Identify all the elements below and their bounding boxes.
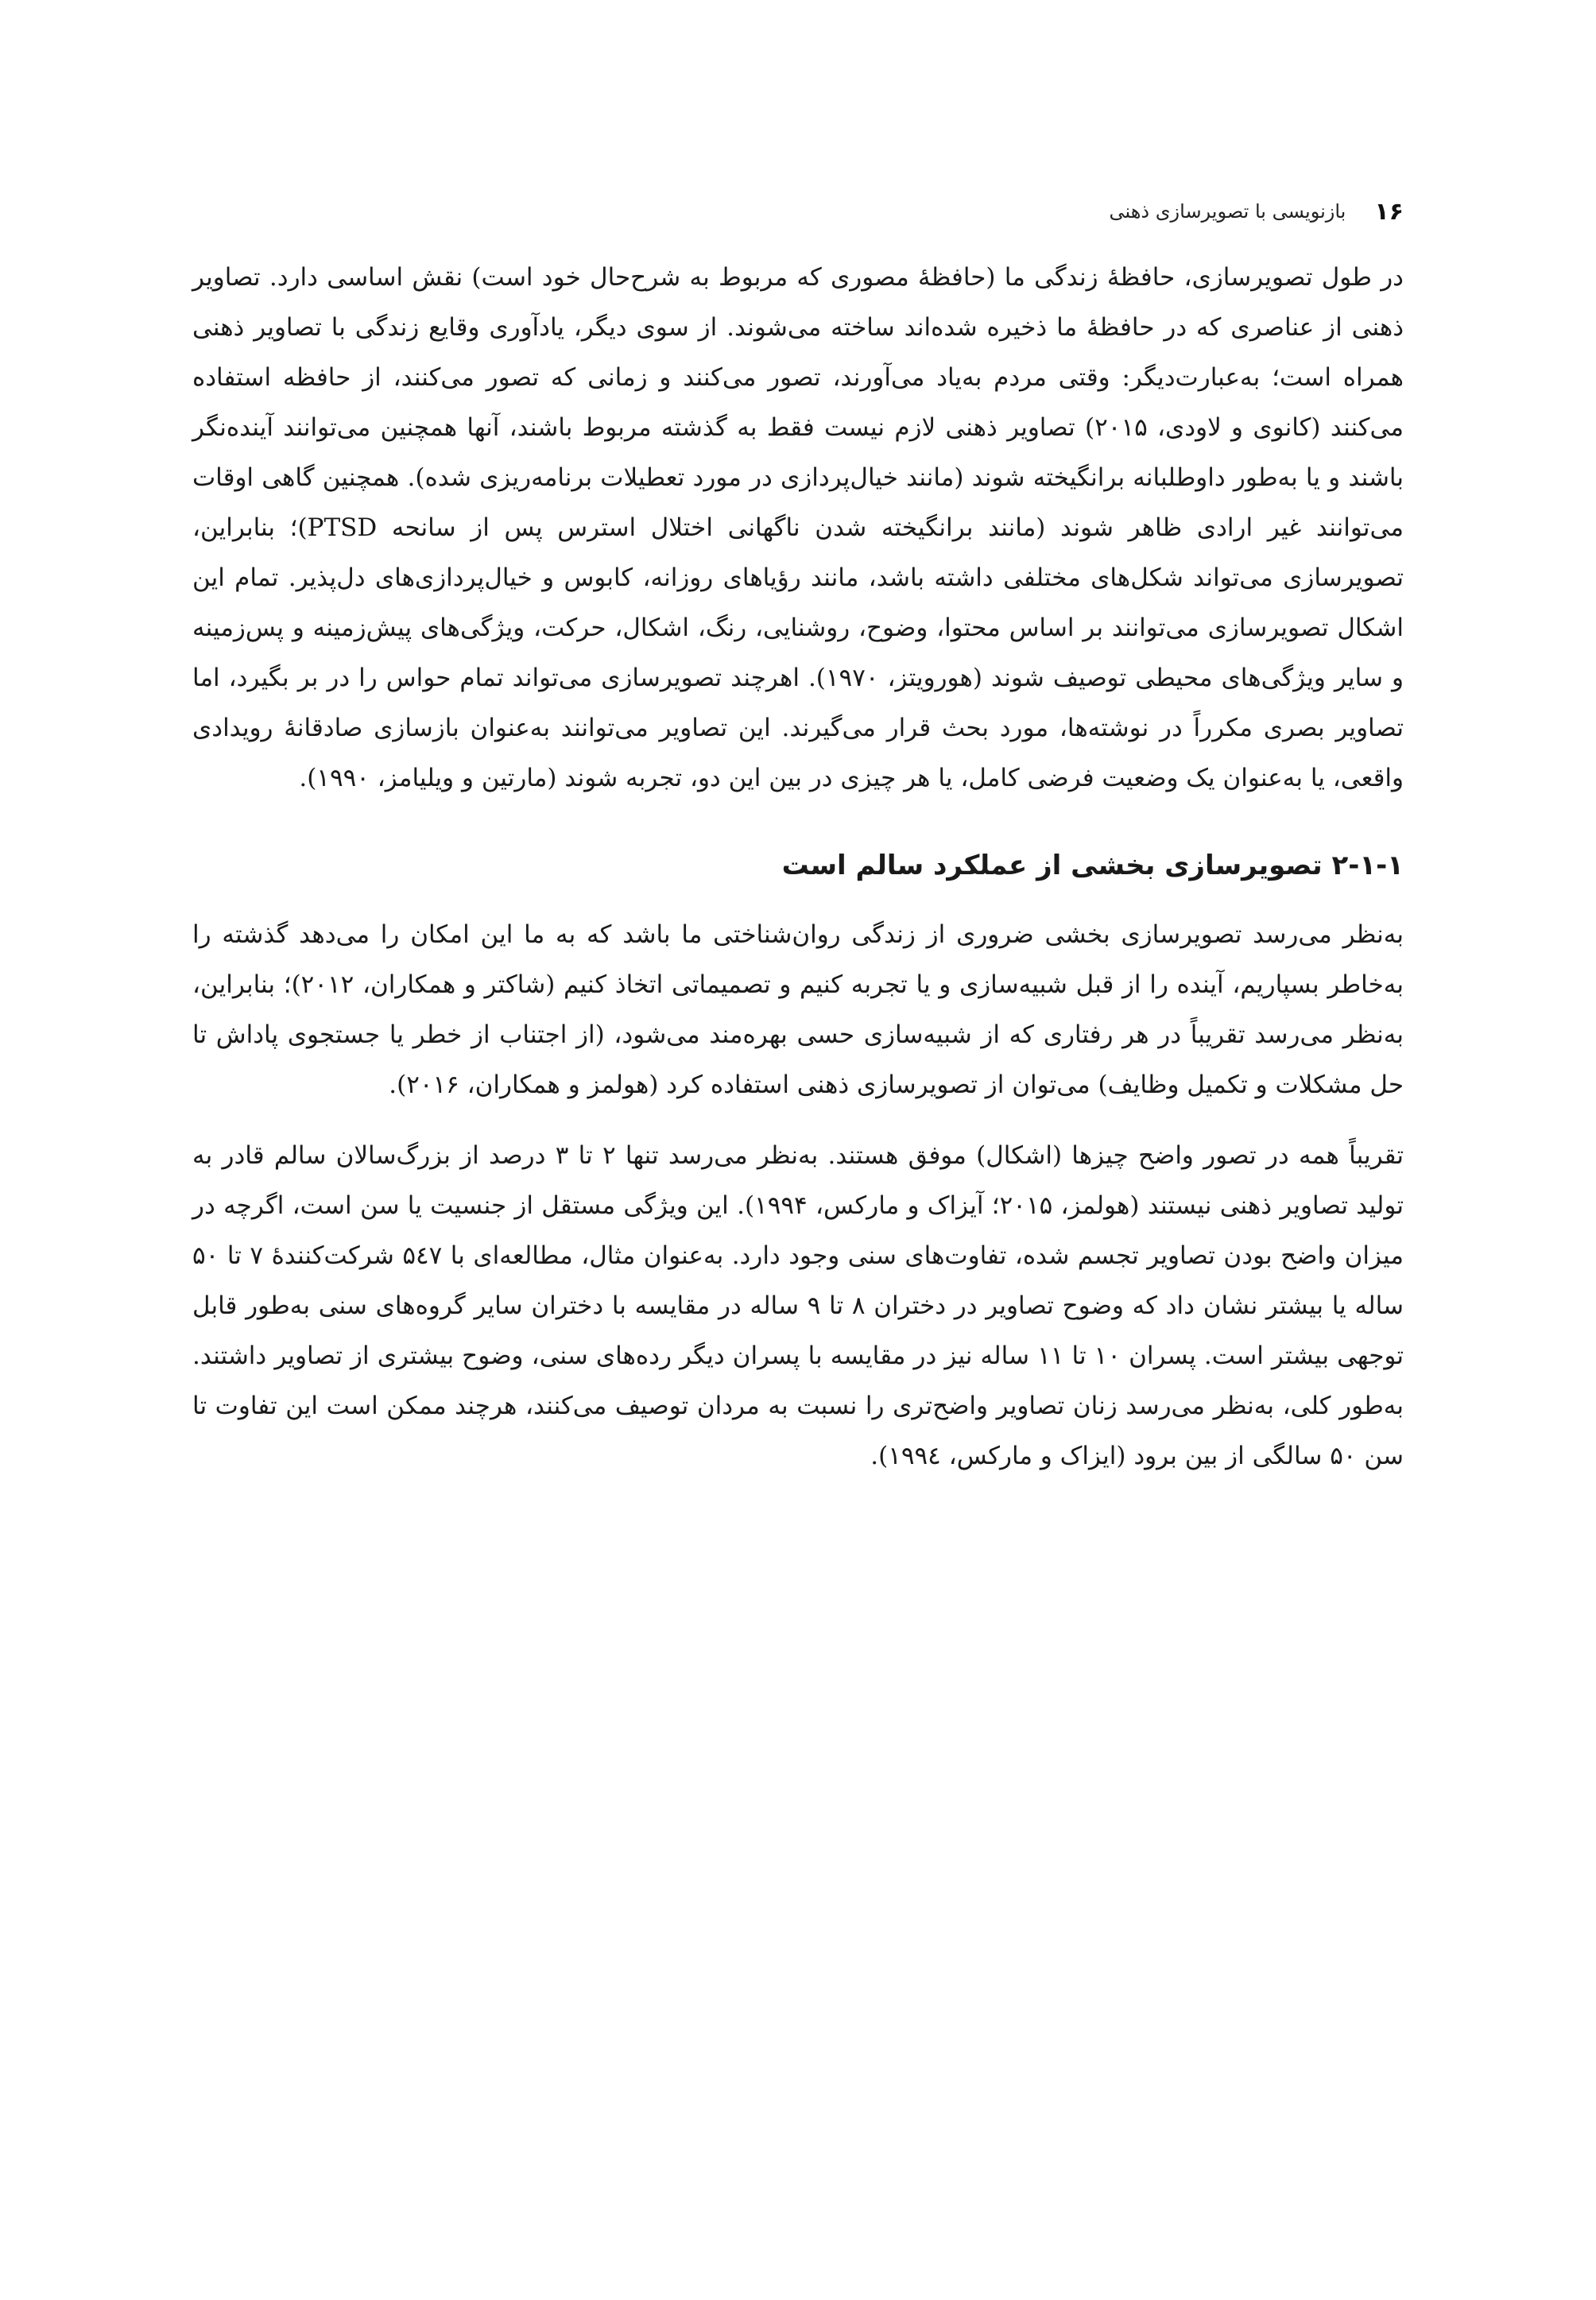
paragraph-imagery-memory: در طول تصویرسازی، حافظهٔ زندگی ما (حافظهٔ مصوری که مربوط به شرح‌حال خود است) نقش اساسی دارد. تصاویر ذهنی از عناصری که در حافظهٔ ما ذخیره شده‌اند ساخته می‌شوند. از سوی دیگر، یادآوری وقایع زندگی با تصاویر ذهنی همراه است؛ به‌عبارت‌دیگر: وقتی مردم به‌یاد می‌آورند، تصور می‌کنند و زمانی که تصور می‌کنند، از حافظه استفاده می‌کنند (کانوی و لاودی، ۲۰۱۵) تصاویر ذهنی لازم نیست فقط به گذشته مربوط باشند، آنها همچنین می‌توانند آینده‌نگر باشند و یا به‌طور داوطلبانه برانگیخته شوند (مانند خیال‌پردازی در مورد تعطیلات برنامه‌ریزی شده). همچنین گاهی اوقات می‌توانند غیر ارادی ظاهر شوند (مانند برانگیخته شدن ناگهانی اختلال استرس پس از سانحه PTSD)؛ بنابراین، تصویرسازی می‌تواند شکل‌های مختلفی داشته باشد، مانند رؤیاهای روزانه، کابوس و خیال‌پردازی‌های دل‌پذیر. تمام این اشکال تصویرسازی می‌توانند بر اساس محتوا، وضوح، روشنایی، رنگ، اشکال، حرکت، ویژگی‌های پیش‌زمینه و پس‌زمینه و سایر ویژگی‌های محیطی توصیف شوند (هورویتز، ۱۹۷۰). اهرچند تصویرسازی می‌تواند تمام حواس را در بر بگیرد، اما تصاویر بصری مکرراً در نوشته‌ها، مورد بحث قرار می‌گیرند. این تصاویر می‌توانند به‌عنوان بازسازی صادقانهٔ رویدادی واقعی، یا به‌عنوان یک وضعیت فرضی کامل، یا هر چیزی در بین این دو، تجربه شوند (مارتین و ویلیامز، ۱۹۹۰). [192, 263, 1404, 792]
page-body [192, 253, 1404, 1481]
paragraph-healthy-function: به‌نظر می‌رسد تصویرسازی بخشی ضروری از زندگی روان‌شناختی ما باشد که به ما این امکان را می‌دهد گذشته را به‌خاطر بسپاریم، آینده را از قبل شبیه‌سازی و یا تجربه کنیم و تصمیماتی اتخاذ کنیم (شاکتر و همکاران، ۲۰۱۲)؛ بنابراین، به‌نظر می‌رسد تقریباً در هر رفتاری که از شبیه‌سازی حسی بهره‌مند می‌شود، (از اجتناب از خطر یا جستجوی پاداش تا حل مشکلات و تکمیل وظایف) می‌توان از تصویرسازی ذهنی استفاده کرد (هولمز و همکاران، ۲۰۱۶). [192, 920, 1404, 1099]
page-number: ۱۶ [1374, 197, 1404, 226]
section-heading: ۲-۱-۱ تصویرسازی بخشی از عملکرد سالم است [781, 850, 1404, 881]
paragraph-vividness-age: تقریباً همه در تصور واضح چیزها (اشکال) موفق هستند. به‌نظر می‌رسد تنها ۲ تا ۳ درصد از بزرگ‌سالان سالم قادر به تولید تصاویر ذهنی نیستند (هولمز، ۲۰۱۵؛ آیزاک و مارکس، ۱۹۹۴). این ویژگی مستقل از جنسیت یا سن است، اگرچه در میزان واضح بودن تصاویر تجسم شده، تفاوت‌های سنی وجود دارد. به‌عنوان مثال، مطالعه‌ای با ۵٤۷ شرکت‌کنندهٔ ۷ تا ۵۰ ساله یا بیشتر نشان داد که وضوح تصاویر در دختران ۸ تا ۹ ساله در مقایسه با دختران سایر گروه‌های سنی به‌طور قابل توجهی بیشتر است. پسران ۱۰ تا ۱۱ ساله نیز در مقایسه با پسران دیگر رده‌های سنی، وضوح بیشتری از تصاویر داشتند. به‌طور کلی، به‌نظر می‌رسد زنان تصاویر واضح‌تری را نسبت به مردان توصیف می‌کنند، هرچند ممکن است این تفاوت تا سن ۵۰ سالگی از بین برود (ایزاک و مارکس، ۱۹۹٤). [192, 1141, 1404, 1470]
book-title: بازنویسی با تصویرسازی ذهنی [1109, 200, 1346, 223]
running-header [192, 188, 1404, 235]
